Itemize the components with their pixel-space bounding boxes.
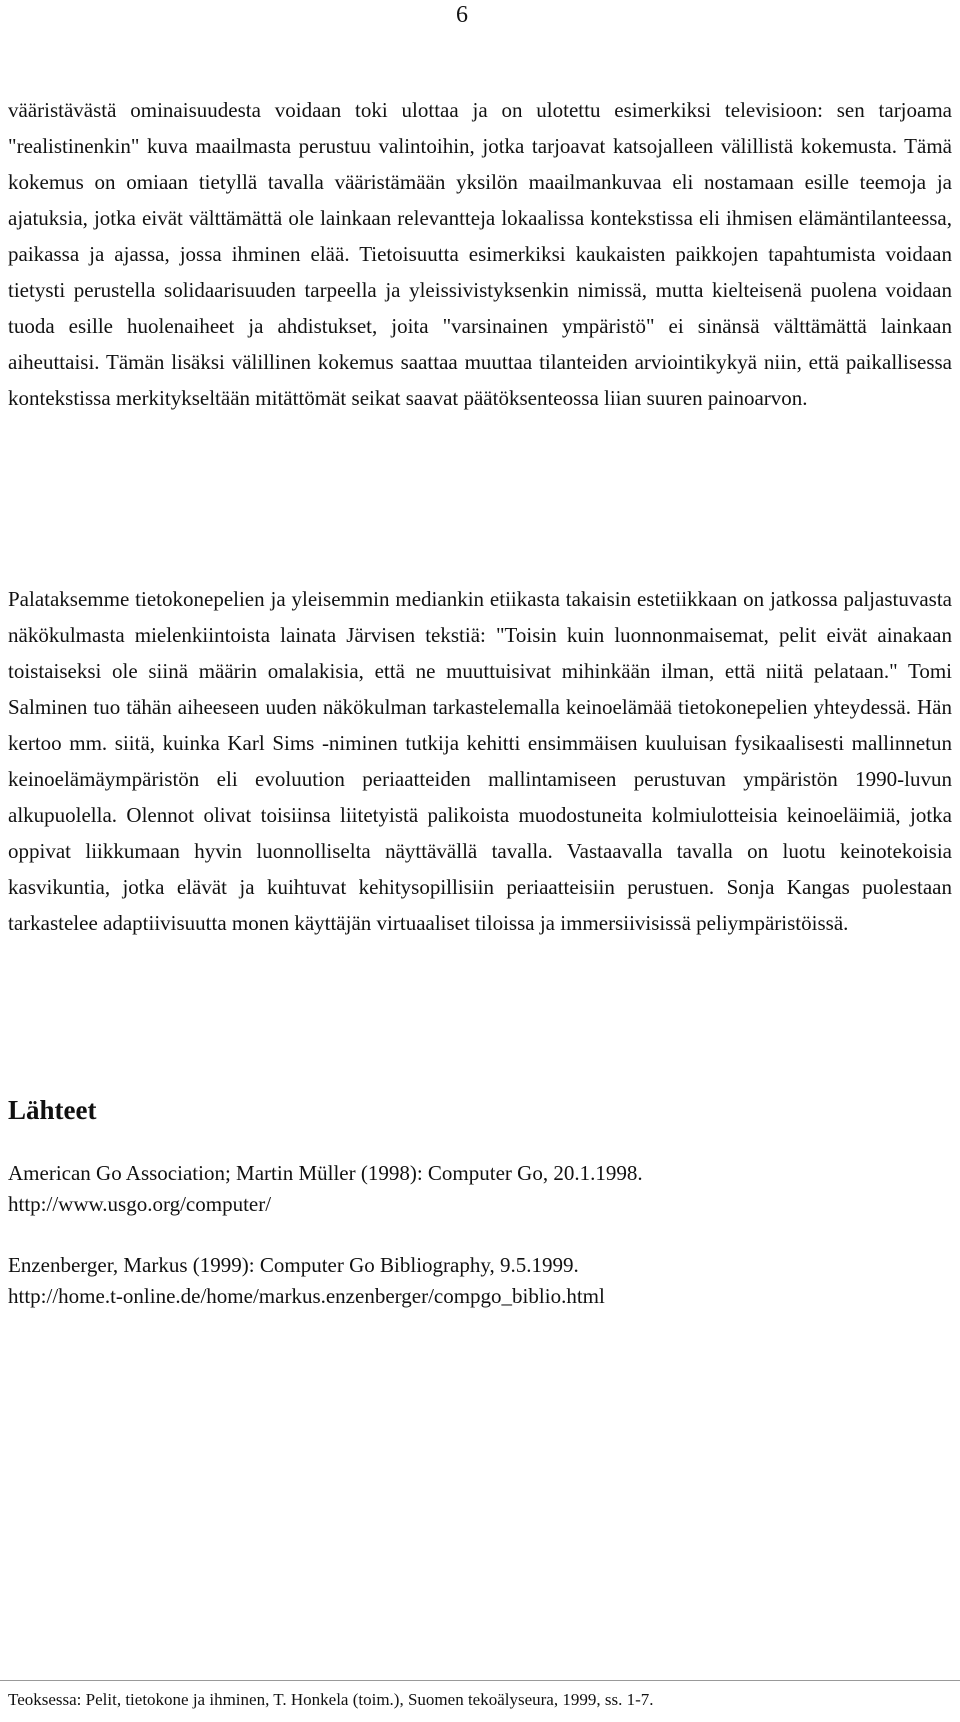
reference-item (8, 1250, 605, 1312)
body-paragraph-2: Palataksemme tietokonepelien ja yleisemmin mediankin etiikasta takaisin estetiikkaan on jatkossa paljastuvasta näkökulmasta mielenkiintoista lainata Järvisen tekstiä: "Toisin kuin luonnonmaisemat, pelit eivät ainakaan toistaiseksi ole siinä määrin omalakisia, että ne muuttuisivat mihinkään ilman, että niitä pelataan." Tomi Salminen tuo tähän aiheeseen uuden näkökulman tarkastelemalla keinoelämää tietokonepelien yhteydessä. Hän kertoo mm. siitä, kuinka Karl Sims -niminen tutkija kehitti ensimmäisen kuuluisan fysikaalisesti mallinnetun keinoelämäympäristön eli evoluution periaatteiden mallintamiseen perustuvan ympäristön 1990-luvun alkupuolella. Olennot olivat toisiinsa liitetyistä palikoista muodostuneita kolmiulotteisia keinoeläimiä, jotka oppivat liikkumaan hyvin luonnolliselta näyttävällä tavalla. Vastaavalla tavalla on luotu keinotekoisia kasvikuntia, jotka elävät ja kuihtuvat kehitysopillisiin periaatteisiin perustuen. Sonja Kangas puolestaan tarkastelee adaptiivisuutta monen käyttäjän virtuaaliset tiloissa ja immersiivisissä peliympäristöissä. (8, 587, 952, 935)
reference-url[interactable]: http://home.t-online.de/home/markus.enzenberger/compgo_biblio.html (8, 1284, 605, 1308)
page-footer: Teoksessa: Pelit, tietokone ja ihminen, T. Honkela (toim.), Suomen tekoälyseura, 1999, ss. 1-7. (8, 1690, 654, 1709)
footer-divider (0, 1680, 960, 1681)
reference-item (8, 1158, 643, 1220)
references-heading: Lähteet (8, 1095, 97, 1125)
body-paragraph-1: vääristävästä ominaisuudesta voidaan toki ulottaa ja on ulotettu esimerkiksi televisioon: sen tarjoama "realistinenkin" kuva maailmasta perustuu valintoihin, jotka tarjoavat katsojalleen välillistä kokemusta. Tämä kokemus on omiaan tietyllä tavalla vääristämään yksilön maailmankuvaa eli nostamaan esille teemoja ja ajatuksia, jotka eivät välttämättä ole lainkaan relevantteja lokaalissa kontekstissa eli ihmisen elämäntilanteessa, paikassa ja ajassa, jossa ihminen elää. Tietoisuutta esimerkiksi kaukaisten paikkojen tapahtumista voidaan tietysti perustella solidaarisuuden tarpeella ja yleissivistyksenkin nimissä, mutta kielteisenä puolena voidaan tuoda esille huolenaiheet ja ahdistukset, joita "varsinainen ympäristö" ei sinänsä välttämättä lainkaan aiheuttaisi. Tämän lisäksi välillinen kokemus saattaa muuttaa tilanteiden arviointikykyä niin, että paikallisessa kontekstissa merkitykseltään mitättömät seikat saavat päätöksenteossa liian suuren painoarvon. (8, 98, 952, 410)
reference-citation: Enzenberger, Markus (1999): Computer Go Bibliography, 9.5.1999. (8, 1253, 579, 1277)
reference-citation: American Go Association; Martin Müller (1998): Computer Go, 20.1.1998. (8, 1161, 643, 1185)
reference-url[interactable]: http://www.usgo.org/computer/ (8, 1192, 272, 1216)
page-number: 6 (456, 2, 468, 28)
